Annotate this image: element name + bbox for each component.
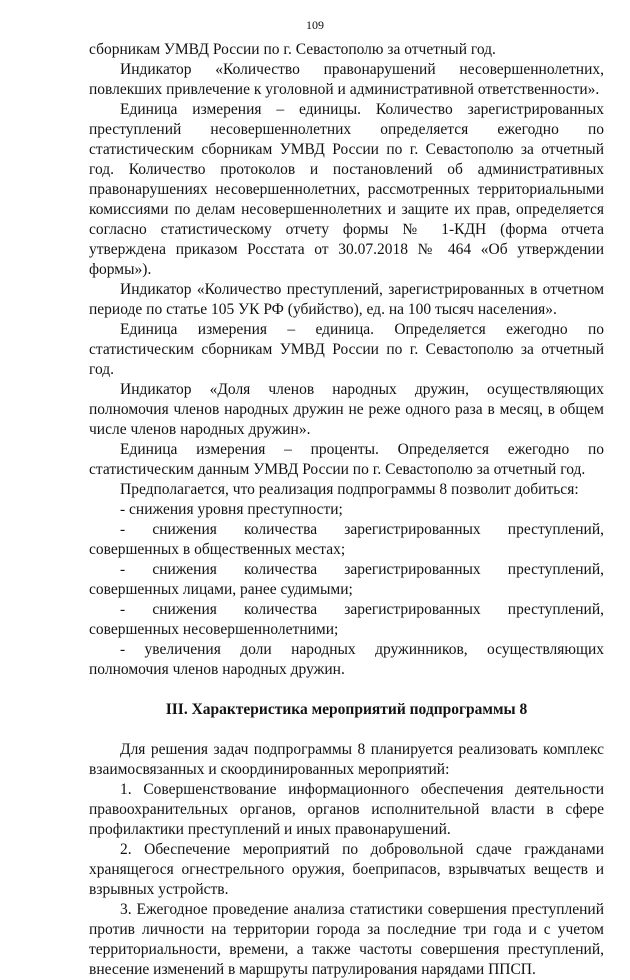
paragraph: Единица измерения – единицы. Количество зарегистрированных преступлений несовершеннолетних определяется ежегодно по статистическим сборникам УМВД России по г. Севастополю за отчетный год. Количество протоколов и постановлений об административных правонарушениях несовершеннолетних, рассмотренных территориальными комиссиями по делам несовершеннолетних и защите их прав, определяется согласно статистическому отчету формы № 1-КДН (форма отчета утверждена приказом Росстата от 30.07.2018 № 464 «Об утверждении формы»). [89, 101, 604, 278]
page-number: 109 [306, 18, 324, 32]
document-body [89, 40, 604, 980]
section-before [89, 40, 604, 680]
paragraph: 2. Обеспечение мероприятий по добровольной сдаче гражданами хранящегося огнестрельного оружия, боеприпасов, взрывчатых веществ и взрывных устройств. [89, 841, 604, 898]
paragraph: Индикатор «Доля членов народных дружин, осуществляющих полномочия членов народных дружин не реже одного раза в месяц, в общем числе членов народных дружин». [89, 381, 604, 438]
paragraph: Единица измерения – проценты. Определяется ежегодно по статистическим данным УМВД России по г. Севастополю за отчетный год. [89, 441, 604, 478]
paragraph: Индикатор «Количество преступлений, зарегистрированных в отчетном периоде по статье 105 УК РФ (убийство), ед. на 100 тысяч населения». [89, 281, 604, 318]
paragraph: 3. Ежегодное проведение анализа статистики совершения преступлений против личности на территории города за последние три года и с учетом территориальности, времени, а также частоты совершения преступлений, внесение изменений в маршруты патрулирования нарядами ППСП. [89, 901, 604, 978]
paragraph: - увеличения доли народных дружинников, осуществляющих полномочия членов народных дружин. [89, 641, 604, 678]
paragraph: Предполагается, что реализация подпрограммы 8 позволит добиться: [120, 481, 579, 498]
paragraph: Индикатор «Количество правонарушений несовершеннолетних, повлекших привлечение к уголовной и административной ответственности». [89, 61, 604, 98]
paragraph: Для решения задач подпрограммы 8 планируется реализовать комплекс взаимосвязанных и скоординированных мероприятий: [89, 741, 604, 778]
section-heading: III. Характеристика мероприятий подпрограммы 8 [165, 701, 528, 718]
paragraph: - снижения количества зарегистрированных преступлений, совершенных несовершеннолетними; [89, 601, 604, 638]
paragraph: - снижения количества зарегистрированных преступлений, совершенных лицами, ранее судимыми; [89, 561, 604, 598]
paragraph: сборникам УМВД России по г. Севастополю за отчетный год. [89, 41, 496, 58]
paragraph: 1. Совершенствование информационного обеспечения деятельности правоохранительных органов, органов исполнительной власти в сфере профилактики преступлений и иных правонарушений. [89, 781, 604, 838]
paragraph: - снижения количества зарегистрированных преступлений, совершенных в общественных местах; [89, 521, 604, 558]
paragraph: Единица измерения – единица. Определяется ежегодно по статистическим сборникам УМВД России по г. Севастополю за отчетный год. [89, 321, 604, 378]
section-after [89, 740, 604, 980]
paragraph: - снижения уровня преступности; [120, 501, 343, 518]
